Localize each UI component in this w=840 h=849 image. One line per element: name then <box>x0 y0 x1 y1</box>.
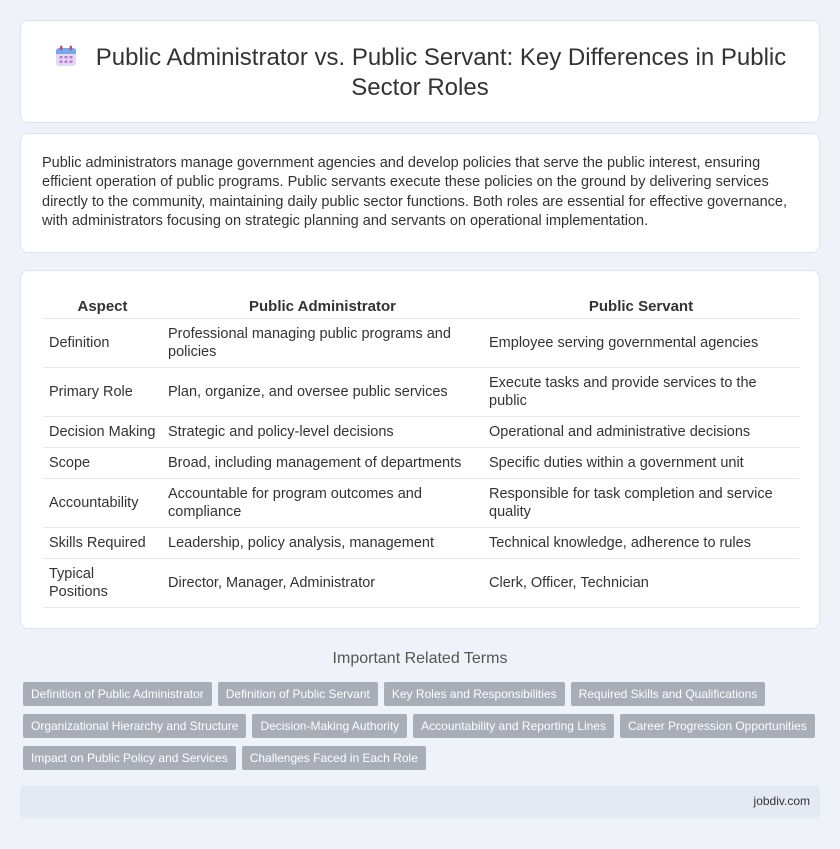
table-cell-servant: Responsible for task completion and service quality <box>483 478 799 527</box>
related-term-tag[interactable]: Decision-Making Authority <box>252 714 407 738</box>
table-row <box>43 367 799 416</box>
table-cell-aspect: Decision Making <box>43 416 162 447</box>
table-cell-servant: Execute tasks and provide services to the public <box>483 367 799 416</box>
related-term-tag[interactable]: Challenges Faced in Each Role <box>242 746 426 770</box>
table-row <box>43 478 799 527</box>
page-title-wrap <box>21 43 819 103</box>
related-term-tag[interactable]: Definition of Public Servant <box>218 682 378 706</box>
related-term-tag[interactable]: Required Skills and Qualifications <box>571 682 766 706</box>
header-public-servant: Public Servant <box>483 295 799 318</box>
table-cell-administrator: Plan, organize, and oversee public services <box>162 367 483 416</box>
table-cell-servant: Clerk, Officer, Technician <box>483 558 799 607</box>
table-row <box>43 527 799 558</box>
table-cell-servant: Employee serving governmental agencies <box>483 318 799 367</box>
header-aspect: Aspect <box>43 295 162 318</box>
table-cell-administrator: Professional managing public programs and policies <box>162 318 483 367</box>
table-cell-servant: Specific duties within a government unit <box>483 447 799 478</box>
footer <box>20 785 820 818</box>
table-cell-servant: Technical knowledge, adherence to rules <box>483 527 799 558</box>
table-cell-aspect: Accountability <box>43 478 162 527</box>
comparison-table <box>43 295 799 608</box>
related-terms-title: Important Related Terms <box>332 650 508 667</box>
related-term-tag[interactable]: Definition of Public Administrator <box>23 682 212 706</box>
footer-site-link[interactable]: jobdiv.com <box>753 794 810 808</box>
header-public-administrator: Public Administrator <box>162 295 483 318</box>
table-cell-aspect: Primary Role <box>43 367 162 416</box>
table-header-row <box>43 295 799 318</box>
table-row <box>43 318 799 367</box>
related-term-tag[interactable]: Career Progression Opportunities <box>620 714 815 738</box>
table-cell-administrator: Leadership, policy analysis, management <box>162 527 483 558</box>
comparison-card <box>20 270 820 629</box>
table-cell-aspect: Typical Positions <box>43 558 162 607</box>
related-terms-list <box>23 682 823 770</box>
intro-text: Public administrators manage government agencies and develop policies that serve the public interest, ensuring efficient operation of public programs. Public servants execute these policies on the ground by delivering services directly to the community, maintaining daily public sector functions. Both roles are essential for effective governance, with administrators focusing on strategic planning and servants on operational implementation. <box>42 155 787 229</box>
table-cell-aspect: Scope <box>43 447 162 478</box>
page-title: Public Administrator vs. Public Servant: Key Differences in Public Sector Roles <box>95 44 787 101</box>
table-row <box>43 558 799 607</box>
header-card <box>20 20 820 123</box>
table-cell-administrator: Strategic and policy-level decisions <box>162 416 483 447</box>
related-term-tag[interactable]: Impact on Public Policy and Services <box>23 746 236 770</box>
table-cell-aspect: Definition <box>43 318 162 367</box>
calendar-icon <box>54 44 78 68</box>
table-row <box>43 447 799 478</box>
intro-card <box>20 133 820 253</box>
table-cell-servant: Operational and administrative decisions <box>483 416 799 447</box>
table-row <box>43 416 799 447</box>
table-cell-administrator: Broad, including management of departments <box>162 447 483 478</box>
table-cell-administrator: Accountable for program outcomes and compliance <box>162 478 483 527</box>
related-term-tag[interactable]: Accountability and Reporting Lines <box>413 714 614 738</box>
table-cell-aspect: Skills Required <box>43 527 162 558</box>
related-term-tag[interactable]: Organizational Hierarchy and Structure <box>23 714 246 738</box>
related-term-tag[interactable]: Key Roles and Responsibilities <box>384 682 565 706</box>
table-cell-administrator: Director, Manager, Administrator <box>162 558 483 607</box>
